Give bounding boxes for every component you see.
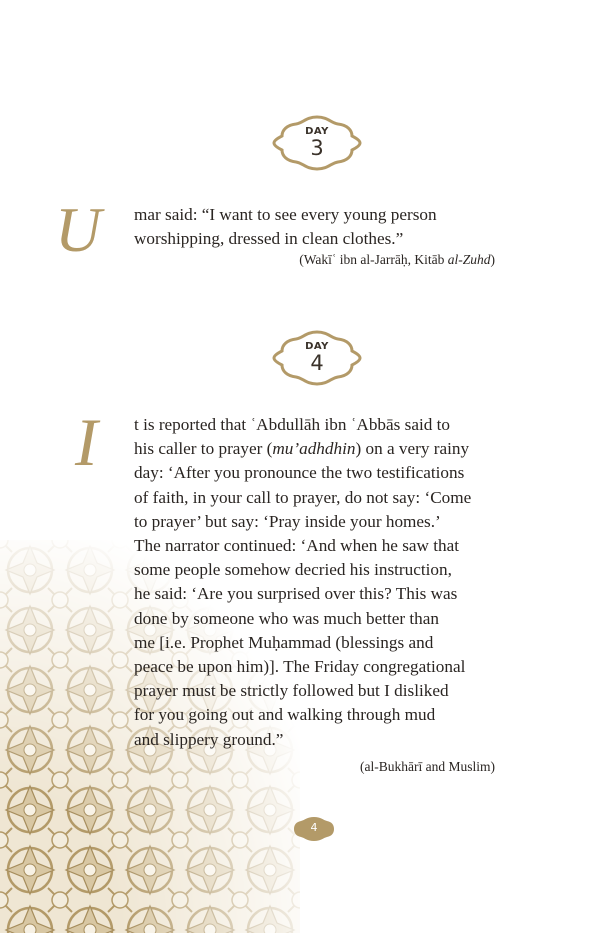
narration-line: of faith, in your call to prayer, do not say: ‘Come (134, 487, 472, 507)
narration-line: to prayer’ but say: ‘Pray inside your homes.’ (134, 511, 441, 531)
source-text: (Wakīʿ ibn al-Jarrāḥ, Kitāb (299, 252, 448, 267)
italic-term: mu’adhdhin (272, 439, 356, 459)
quote-line: worshipping, dressed in clean clothes.” (134, 229, 404, 249)
quote-line: mar said: “I want to see every young person (134, 205, 437, 224)
narration-line: prayer must be strictly followed but I disliked (134, 681, 449, 701)
day-number: 4 (310, 351, 324, 375)
source-citation (299, 252, 495, 268)
narration-line: The narrator continued: ‘And when he saw that (134, 536, 460, 556)
line-text: ) on a very rainy (355, 439, 470, 459)
narration-line: some people somehow decried his instruction, (134, 560, 452, 580)
narration-line: peace be upon him)]. The Friday congregational (134, 657, 466, 677)
quote-paragraph (134, 203, 514, 251)
day-label: DAY (305, 341, 329, 352)
narration-line: he said: ‘Are you surprised over this? This was (134, 584, 458, 604)
narration-line: and slippery ground.” (134, 729, 284, 749)
narration-line: me [i.e. Prophet Muḥammad (blessings and (134, 632, 434, 652)
narration-line: done by someone who was much better than (134, 608, 440, 628)
source-title: al-Zuhd (447, 252, 491, 267)
day-badge (272, 114, 362, 172)
source-citation: (al-Bukhārī and Muslim) (360, 759, 495, 774)
day-badge (272, 329, 362, 387)
day-number: 3 (310, 136, 324, 160)
source-close: ) (490, 252, 495, 267)
page-number: 4 (310, 821, 318, 834)
page-number-badge (293, 816, 335, 842)
drop-cap: I (75, 404, 98, 480)
day-label: DAY (305, 126, 329, 137)
narration-line: t is reported that ʿAbdullāh ibn ʿAbbās said to (134, 415, 450, 434)
drop-cap: U (55, 194, 102, 265)
line-text: his caller to prayer ( (134, 439, 273, 459)
narration-paragraph (134, 413, 514, 752)
narration-line: day: ‘After you pronounce the two testifications (134, 463, 465, 483)
narration-line: for you going out and walking through mud (134, 705, 436, 725)
narration-line (134, 437, 514, 461)
